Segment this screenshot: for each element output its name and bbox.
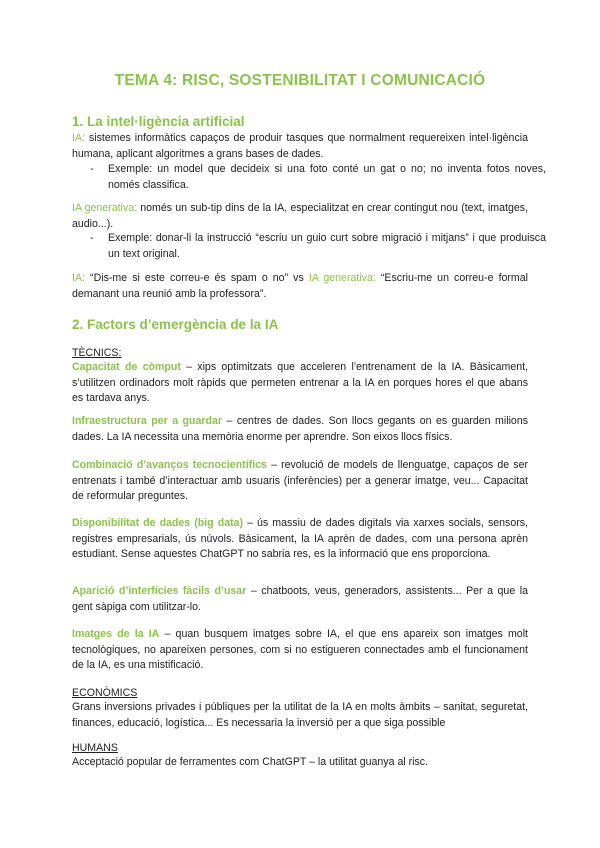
comparison-text-gen: “Escriu-me un correu-e formal demanant una reunió amb la professora”.: [72, 272, 528, 300]
ia-term: IA:: [72, 132, 85, 144]
factor-item: [72, 360, 528, 407]
comparison-term-ia: IA:: [72, 272, 85, 284]
gen-ia-example-text: Exemple: donar-li la instrucció “escriu un guio curt sobre migració i mitjans” i que produisca un text original.: [108, 232, 546, 260]
ia-definition: [72, 131, 528, 162]
ia-definition-text: sistemes informàtics capaços de produir tasques que normalment requereixen intel·ligència humana, aplicant algoritmes a grans bases de dades.: [72, 132, 528, 160]
factor-text: – centres de dades. Son llocs gegants on es guarden milions dades. La IA necessita una memòria enorme per aprendre. Son eixos llocs físics.: [72, 415, 529, 443]
factor-text: – quan busquem imatges sobre IA, el que ens apareix son imatges molt tecnològiques, no apareixen persones, com si no estigueren connectades amb el funcionament de la IA, es una mistificació.: [72, 628, 528, 671]
factor-term: Aparició d’interfícies fàcils d’usar: [72, 585, 247, 597]
ia-example: [90, 162, 546, 193]
tecnics-label: TÈCNICS:: [72, 347, 122, 359]
comparison-term-gen: IA generativa:: [308, 272, 376, 284]
factor-term: Imatges de la IA: [72, 628, 160, 640]
section-heading-factors: 2. Factors d’emergència de la IA: [72, 317, 279, 332]
humans-text: Acceptació popular de ferramentes com ChatGPT – la utilitat guanya al risc.: [72, 756, 429, 768]
economics-text: Grans inversions privades i públiques per la utilitat de la IA en molts àmbits – sanitat, seguretat, finances, educació, logística... Es necessaria la inversió per a que siga possible: [72, 701, 528, 729]
factor-item: [72, 414, 528, 445]
bullet-dash: -: [90, 232, 94, 244]
factor-item: [72, 584, 528, 615]
document-title: TEMA 4: RISC, SOSTENIBILITAT I COMUNICACIÓ: [114, 72, 486, 89]
factor-text: – revolució de models de llenguatge, capaços de ser entrenats i també d’interactuar amb usuaris (inferències) per a generar imatge, veu... Capacitat de reformular preguntes.: [72, 459, 528, 502]
factor-text: – xips optimitzats que acceleren l’entrenament de la IA. Bàsicament, s’utilitzen ordinadors molt ràpids que permeten entrenar a la IA en porques hores el que abans es tardava anys.: [72, 361, 528, 404]
gen-ia-term: IA generativa:: [72, 202, 138, 214]
factor-text: – chatboots, veus, generadors, assistents... Per a que la gent sàpiga com utilitzar-lo.: [72, 585, 528, 613]
factor-item: [72, 627, 528, 674]
ia-comparison: [72, 271, 528, 302]
economics-label: ECONÒMICS: [72, 687, 138, 699]
factor-item: [72, 516, 528, 563]
factor-term: Combinació d’avanços tecnocientífics: [72, 459, 267, 471]
gen-ia-definition: [72, 201, 528, 232]
factor-term: Disponibilitat de dades (big data): [72, 517, 244, 529]
factor-text: – ús massiu de dades digitals via xarxes socials, sensors, registres empresarials, ús núvols. Bàsicament, la IA aprèn de dades, com una persona aprèn estudiant. Sense aquestes ChatGPT no sabria res, es la informació que ens proporciona.: [72, 517, 528, 560]
factor-term: Capacitat de còmput: [72, 361, 181, 373]
factor-term: Infraestructura per a guardar: [72, 415, 223, 427]
comparison-text-ia: “Dis-me si este correu-e és spam o no” vs: [90, 272, 304, 284]
humans-label: HUMANS: [72, 742, 118, 754]
factor-item: [72, 458, 528, 505]
gen-ia-example: [90, 231, 546, 262]
section-heading-ia: 1. La intel·ligència artificial: [72, 114, 245, 129]
gen-ia-definition-text: només un sub-tip dins de la IA, especialitzat en crear contingut nou (text, imatges, audio...).: [72, 202, 528, 230]
bullet-dash: -: [90, 163, 94, 175]
ia-example-text: Exemple: un model que decideix si una foto conté un gat o no; no inventa fotos noves, només classifica.: [108, 163, 546, 191]
